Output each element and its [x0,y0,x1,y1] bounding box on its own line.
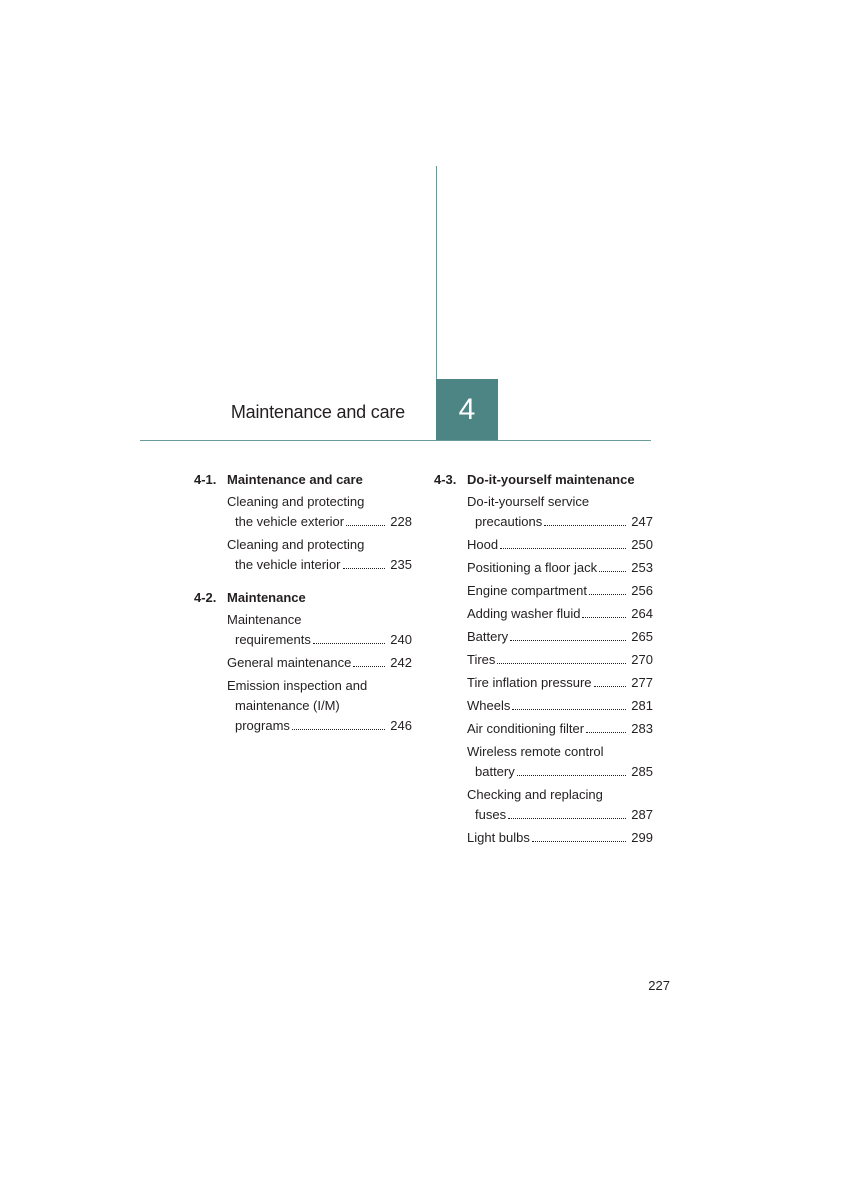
toc-entry-page: 242 [390,655,412,670]
dot-leader [346,525,385,526]
page-number: 227 [648,978,670,993]
toc-entry-text: Tires [467,652,496,667]
toc-entry-text: precautions [475,514,543,529]
toc-entry-page: 283 [631,721,653,736]
toc-entry[interactable] [227,676,412,736]
toc-entry[interactable] [467,742,653,782]
dot-leader [497,663,626,664]
dot-leader [510,640,626,641]
toc-entry-text: Hood [467,537,499,552]
toc-entry[interactable] [227,610,412,650]
toc-entry[interactable] [467,492,653,532]
section-title: Maintenance [227,590,306,605]
toc-entry[interactable] [467,650,653,670]
toc-entry-text: Light bulbs [467,830,530,845]
toc-entry-text: Checking and replacing [467,787,603,802]
toc-entry-page: 277 [631,675,653,690]
toc-entry[interactable] [467,604,653,624]
section-number: 4-1. [194,472,217,487]
toc-entry-text: General maintenance [227,655,352,670]
toc-entry-text: Maintenance [227,612,302,627]
toc-entry-page: 246 [390,718,412,733]
toc-entry-page: 240 [390,632,412,647]
toc-entry-text: Do-it-yourself service [467,494,590,509]
dot-leader [594,686,626,687]
toc-entry[interactable] [467,535,653,555]
toc-left-column [194,470,414,749]
dot-leader [508,818,626,819]
toc-entry-text: Positioning a floor jack [467,560,598,575]
dot-leader [544,525,626,526]
dot-leader [582,617,626,618]
chapter-tab-vertical-rule [436,166,437,380]
toc-entry[interactable] [467,828,653,848]
dot-leader [517,775,626,776]
toc-entry[interactable] [467,785,653,825]
dot-leader [599,571,626,572]
toc-entry-page: 265 [631,629,653,644]
toc-entry[interactable] [467,673,653,693]
toc-entry[interactable] [467,627,653,647]
toc-entry-text: Emission inspection and [227,678,368,693]
toc-entry-text: battery [475,764,515,779]
toc-entry-page: 256 [631,583,653,598]
dot-leader [589,594,626,595]
toc-entry-text: programs [235,718,290,733]
toc-entry-page: 270 [631,652,653,667]
toc-entry-text: Battery [467,629,509,644]
toc-entry-text: Wireless remote control [467,744,604,759]
dot-leader [532,841,626,842]
toc-entry-text: Tire inflation pressure [467,675,592,690]
toc-entry-text: the vehicle exterior [235,514,345,529]
dot-leader [500,548,626,549]
toc-entry-page: 285 [631,764,653,779]
section-title: Do-it-yourself maintenance [467,472,635,487]
toc-entry-text: Wheels [467,698,511,713]
toc-entry-text: requirements [235,632,311,647]
toc-entry-page: 287 [631,807,653,822]
toc-entry[interactable] [227,653,412,673]
toc-entry-text: Cleaning and protecting [227,537,365,552]
toc-entry-page: 299 [631,830,653,845]
dot-leader [343,568,386,569]
toc-right-column [434,470,654,861]
toc-section-heading[interactable] [194,470,414,490]
toc-entry-text: maintenance (I/M) [235,698,340,713]
toc-entry-page: 235 [390,557,412,572]
toc-entry-page: 250 [631,537,653,552]
toc-entry-text: Engine compartment [467,583,587,598]
toc-entry-text: fuses [475,807,507,822]
toc-entry-page: 264 [631,606,653,621]
toc-entry[interactable] [227,535,412,575]
toc-entry[interactable] [467,581,653,601]
dot-leader [586,732,626,733]
toc-entry-text: Adding washer fluid [467,606,581,621]
chapter-number-tab: 4 [436,379,498,440]
section-title: Maintenance and care [227,472,363,487]
toc-section-heading[interactable] [194,588,414,608]
toc-section-heading[interactable] [434,470,654,490]
dot-leader [512,709,626,710]
toc-entry-text: Air conditioning filter [467,721,585,736]
toc-entry[interactable] [227,492,412,532]
chapter-header-rule [140,440,651,441]
dot-leader [313,643,385,644]
toc-entry[interactable] [467,558,653,578]
toc-entry-page: 253 [631,560,653,575]
toc-entry-text: Cleaning and protecting [227,494,365,509]
toc-section [194,470,414,575]
toc-section [434,470,654,848]
toc-entry[interactable] [467,696,653,716]
toc-entry-page: 247 [631,514,653,529]
toc-entry-text: the vehicle interior [235,557,341,572]
toc-section [194,588,414,736]
dot-leader [292,729,385,730]
chapter-title: Maintenance and care [230,402,405,422]
dot-leader [353,666,385,667]
section-number: 4-3. [434,472,457,487]
toc-entry[interactable] [467,719,653,739]
section-number: 4-2. [194,590,217,605]
toc-entry-page: 228 [390,514,412,529]
toc-entry-page: 281 [631,698,653,713]
